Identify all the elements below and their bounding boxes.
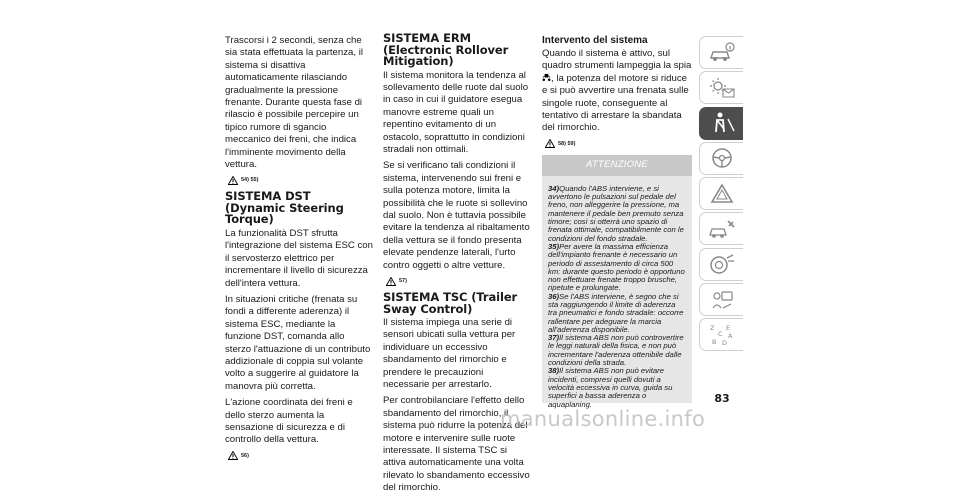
attention-title: ATTENZIONE <box>542 155 692 176</box>
warning-reference <box>228 175 373 185</box>
reference-label: 56) <box>241 452 249 459</box>
heading-dst: SISTEMA DST (Dynamic Steering Torque) <box>225 189 344 227</box>
tab-technical-data[interactable] <box>699 248 743 281</box>
tab-driving[interactable] <box>699 142 743 175</box>
warning-item: 36)Se l'ABS interviene, è segno che si sta raggiungendo il limite di aderenza tra pneumatici e fondo stradale: occorre rallentare per adeguare la marcia all'aderenza disponibile. <box>548 291 684 334</box>
attention-box <box>542 155 692 409</box>
tire-gauge-icon <box>708 252 736 276</box>
index-letter: D <box>721 338 727 347</box>
warning-item: 37)Il sistema ABS non può controvertire le leggi naturali della fisica, e non può incrementare l'aderenza ottenibile dalle condizioni della strada. <box>548 333 684 368</box>
reference-label: 57) <box>399 277 407 284</box>
tab-maintenance[interactable] <box>699 212 743 245</box>
warning-item: 35)Per avere la massima efficienza dell'impianto frenante è necessario un periodo di assestamento di circa 500 km: durante questo periodo è opportuno non effettuare frenate troppo brusche, ripetute e prolungate. <box>548 241 685 293</box>
car-info-icon <box>708 41 736 65</box>
paragraph: Trascorsi i 2 secondi, senza che sia stata effettuata la partenza, il sistema si disattiva automaticamente rilasciando gradualmente la pressione frenante. Durante questa fase di rilascio è possibile percepire un tipico rumore di sgancio meccanico dei freni, che indica l'imminente movimento della vettura. <box>225 35 363 171</box>
page-number: 83 <box>714 392 730 405</box>
warning-reference <box>545 139 692 149</box>
index-letter: A <box>727 331 732 340</box>
warning-triangle-icon <box>228 451 238 460</box>
media-icon <box>708 288 736 312</box>
paragraph: Per controbilanciare l'effetto dello sbandamento del rimorchio, il sistema può ridurre la potenza del motore e intervenire sulle ruote interessate. Il sistema TSC si attiva automaticamente una volta rilevato lo sbandamento eccessivo del rimorchio. <box>383 395 530 494</box>
dashboard-lights-icon <box>708 76 736 100</box>
paragraph: L'azione coordinata dei freni e dello sterzo aumenta la sensazione di sicurezza e di controllo della vettura. <box>225 397 353 446</box>
warning-item: 34)Quando l'ABS interviene, e si avvertono le pulsazioni sul pedale del freno, non alleggerire la pressione, ma mantenere il pedale ben premuto senza timore; così si otterrà uno spazio di frenata ottimale, compatibilmente con le condizioni del fondo stradale. <box>548 183 684 243</box>
paragraph: Se si verificano tali condizioni il sistema, intervenendo sui freni e sulla potenza motore, limita la possibilità che le ruote si sollevino dal suolo. Non è tuttavia possibile evitare la tendenza al ribaltamento della vettura se il fondo presenta elevate pendenze laterali, l'urto contro oggetti o altre vetture. <box>383 160 530 271</box>
paragraph: In situazioni critiche (frenata su fondi a differente aderenza) il sistema ESC, mediante la funzione DST, comanda allo sterzo l'attuazione di un contributo addizionale di coppia sul volante volto a suggerire al guidatore la manovra più corretta. <box>225 294 371 392</box>
paragraph-text: , la potenza del motore si riduce e si può avvertire una frenata sulle singole ruote, conseguente al tentativo di arrestare la sbandata del rimorchio. <box>542 72 689 134</box>
tab-car-info[interactable] <box>699 36 743 69</box>
warning-triangle-icon <box>708 182 736 206</box>
column-3 <box>542 35 692 409</box>
paragraph: Il sistema impiega una serie di sensori ubicati sulla vettura per individuare un eccessivo sbandamento del rimorchio e prendere le precauzioni necessarie per arrestarlo. <box>383 317 516 391</box>
tab-safety[interactable] <box>699 107 743 140</box>
trailer-sway-warning-icon <box>542 73 551 82</box>
attention-body <box>542 176 692 409</box>
reference-label: 58) 59) <box>558 140 576 147</box>
watermark: manualsonline.info <box>500 407 706 431</box>
index-letter: Z <box>709 323 714 332</box>
column-1 <box>225 35 373 467</box>
tab-dashboard-lights[interactable] <box>699 71 743 104</box>
steering-wheel-icon <box>708 146 736 170</box>
heading-erm: SISTEMA ERM (Electronic Rollover Mitigation) <box>383 31 509 68</box>
paragraph: Il sistema monitora la tendenza al sollevamento delle ruote dal suolo in caso in cui il guidatore esegua manovre estreme quali un repentino evitamento di un ostacolo, soprattutto in condizioni stradali non ottimali. <box>383 69 529 155</box>
warning-item: 38)Il sistema ABS non può evitare incidenti, compresi quelli dovuti a velocità eccessiva in curva, guida su superfici a bassa aderenza o aquaplaning. <box>548 366 673 409</box>
thumb-index <box>699 36 743 354</box>
index-letter: E <box>725 323 730 332</box>
tab-multimedia[interactable] <box>699 283 743 316</box>
tab-alphabetical-index[interactable] <box>699 318 743 351</box>
tab-emergency[interactable] <box>699 177 743 210</box>
heading-tsc: SISTEMA TSC (Trailer Sway Control) <box>383 290 518 316</box>
paragraph <box>542 48 692 135</box>
warning-reference <box>228 451 373 461</box>
paragraph-text: Quando il sistema è attivo, sul quadro strumenti lampeggia la spia <box>542 48 692 72</box>
warning-reference <box>386 276 531 286</box>
paragraph: La funzionalità DST sfrutta l'integrazione del sistema ESC con il servosterzo elettrico per incrementare il livello di sicurezza dell'intera vettura. <box>225 227 373 289</box>
warning-triangle-icon <box>386 277 396 286</box>
car-wrench-icon <box>708 217 736 241</box>
index-letter: C <box>717 329 723 338</box>
warning-triangle-icon <box>228 176 238 185</box>
seatbelt-safety-icon <box>708 111 736 135</box>
heading-intervento: Intervento del sistema <box>542 35 648 46</box>
reference-label: 54) 55) <box>241 177 259 184</box>
warning-triangle-icon <box>545 139 555 148</box>
index-letter: B <box>711 337 716 346</box>
alphabet-index-icon <box>708 323 736 347</box>
